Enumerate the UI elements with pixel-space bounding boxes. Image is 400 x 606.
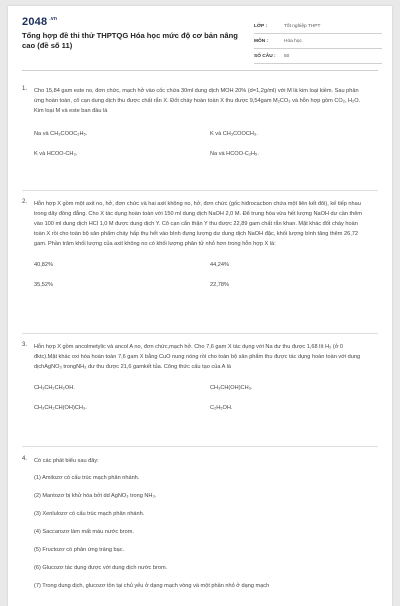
document-header (22, 16, 382, 66)
question-divider (22, 190, 378, 191)
option-b[interactable]: K và CH₃COOCH₃. (210, 131, 258, 137)
statement-item: (6) Glucozơ tác dụng được với dung dịch nước brom. (34, 565, 168, 571)
question-2 (22, 199, 378, 289)
option-c[interactable]: K và HCOO-CH₃. (34, 151, 78, 157)
meta-subject: MÔN : Hóa học (254, 34, 382, 49)
statement-item: (4) Saccarozơ làm mất màu nước brom. (34, 529, 134, 535)
question-intro: Có các phát biểu sau đây: (34, 458, 99, 464)
document-title: Tổng hợp đề thi thử THPTQG Hóa học mức độ cơ bản nâng cao (đề số 11) (22, 31, 238, 50)
site-logo[interactable]: 2048 $^{.vn}$ (22, 16, 58, 28)
statement-item: (1) Amilozơ có cấu trúc mạch phân nhánh. (34, 475, 140, 481)
question-divider (22, 446, 378, 447)
question-number: 3. (22, 342, 28, 348)
meta-count: SỐ CÂU : 50 (254, 49, 382, 64)
question-text: Cho 15,84 gam este no, đơn chức, mạch hở vào cốc chứa 30ml dung dịch MOH 20% (d=1,2g/ml) với M là kim loại kiềm. Sau phản ứng hoàn toàn, cô cạn dung dịch thu được chất rắn X. Đốt cháy hoàn toàn X thu được 9,54gam M₂CO₃ và hỗn hợp gồm CO₂, H₂O. Kim loại M và este ban đầu là (34, 88, 361, 114)
question-number: 1. (22, 86, 28, 92)
option-d[interactable]: C₂H₅OH. (210, 405, 233, 411)
option-c[interactable]: CH₃CH₂CH(OH)CH₃. (34, 405, 87, 411)
statement-item: (2) Mantozơ bị khử hóa bởi dd AgNO₃ trong NH₃. (34, 493, 157, 499)
statement-item: (7) Trong dung dịch, glucozơ tồn tại chủ yếu ở dạng mạch vòng và một phần nhỏ ở dạng mạch (34, 583, 270, 589)
option-a[interactable]: CH₃CH₂CH₂OH. (34, 385, 75, 391)
document-meta (254, 19, 382, 64)
meta-class: LỚP : Tốt nghiệp THPT (254, 19, 382, 34)
answer-options (34, 261, 378, 289)
option-b[interactable]: 44,24% (210, 262, 229, 268)
answer-options (34, 384, 378, 412)
question-number: 2. (22, 199, 28, 205)
answer-options (34, 130, 378, 158)
question-4 (22, 456, 378, 600)
question-text: Hỗn hợp X gồm một axit no, hở, đơn chức và hai axit không no, hở, đơn chức (gốc hiđrocacbon chứa một liên kết đôi), kế tiếp nhau trong dãy đồng đẳng. Cho X tác dụng hoàn toàn với 150 ml dung dịch NaOH 2,0 M. Để trung hòa vừa hết lượng NaOH dư cần thêm vào 100 ml dung dịch HCl 1,0 M được dung dịch Y. Cô cạn cẩn thận Y thu được 22,89 gam chất rắn khan. Mặt khác đốt cháy hoàn toàn X rồi cho toàn bộ sản phẩm cháy hấp thụ hết vào bình đựng lượng dư dung dịch NaOH đặc, khối lượng bình tăng thêm 26,72 gam. Phần trăm khối lượng của axit không no có khối lượng phân tử nhỏ hơn trong hỗn hợp X là: (34, 201, 362, 247)
question-number: 4. (22, 456, 28, 462)
statement-item: (5) Fructozơ có phản ứng tráng bạc. (34, 547, 125, 553)
header-divider (22, 70, 378, 71)
option-b[interactable]: CH₃CH(OH)CH₃. (210, 385, 253, 391)
question-3 (22, 342, 378, 412)
option-d[interactable]: Na và HCOO-C₂H₅. (210, 151, 259, 157)
document-page (8, 6, 392, 606)
option-d[interactable]: 22,78% (210, 282, 229, 288)
option-a[interactable]: 40,82% (34, 262, 53, 268)
question-1 (22, 86, 378, 158)
question-divider (22, 333, 378, 334)
statement-list (22, 474, 378, 590)
option-c[interactable]: 35,52% (34, 282, 53, 288)
statement-item: (3) Xenlulozơ có cấu trúc mạch phân nhánh. (34, 511, 145, 517)
option-a[interactable]: Na và CH₃COOC₂H₅. (34, 131, 88, 137)
question-text: Hỗn hợp X gồm ancolmetylic và ancol A no, đơn chức,mạch hở. Cho 7,6 gam X tác dụng với Na dư thu được 1,68 lít H₂ (ở 0 đktc).Mặt khác oxi hóa hoàn toàn 7,6 gam X bằng CuO nung nóng rồi cho toàn bộ sản phẩm thu được tác dụng hoàn toàn với dung dịchAgNO₃ trongNH₃ dư thu được 21,6 gamkết tủa. Công thức cấu tạo của A là (34, 344, 361, 370)
